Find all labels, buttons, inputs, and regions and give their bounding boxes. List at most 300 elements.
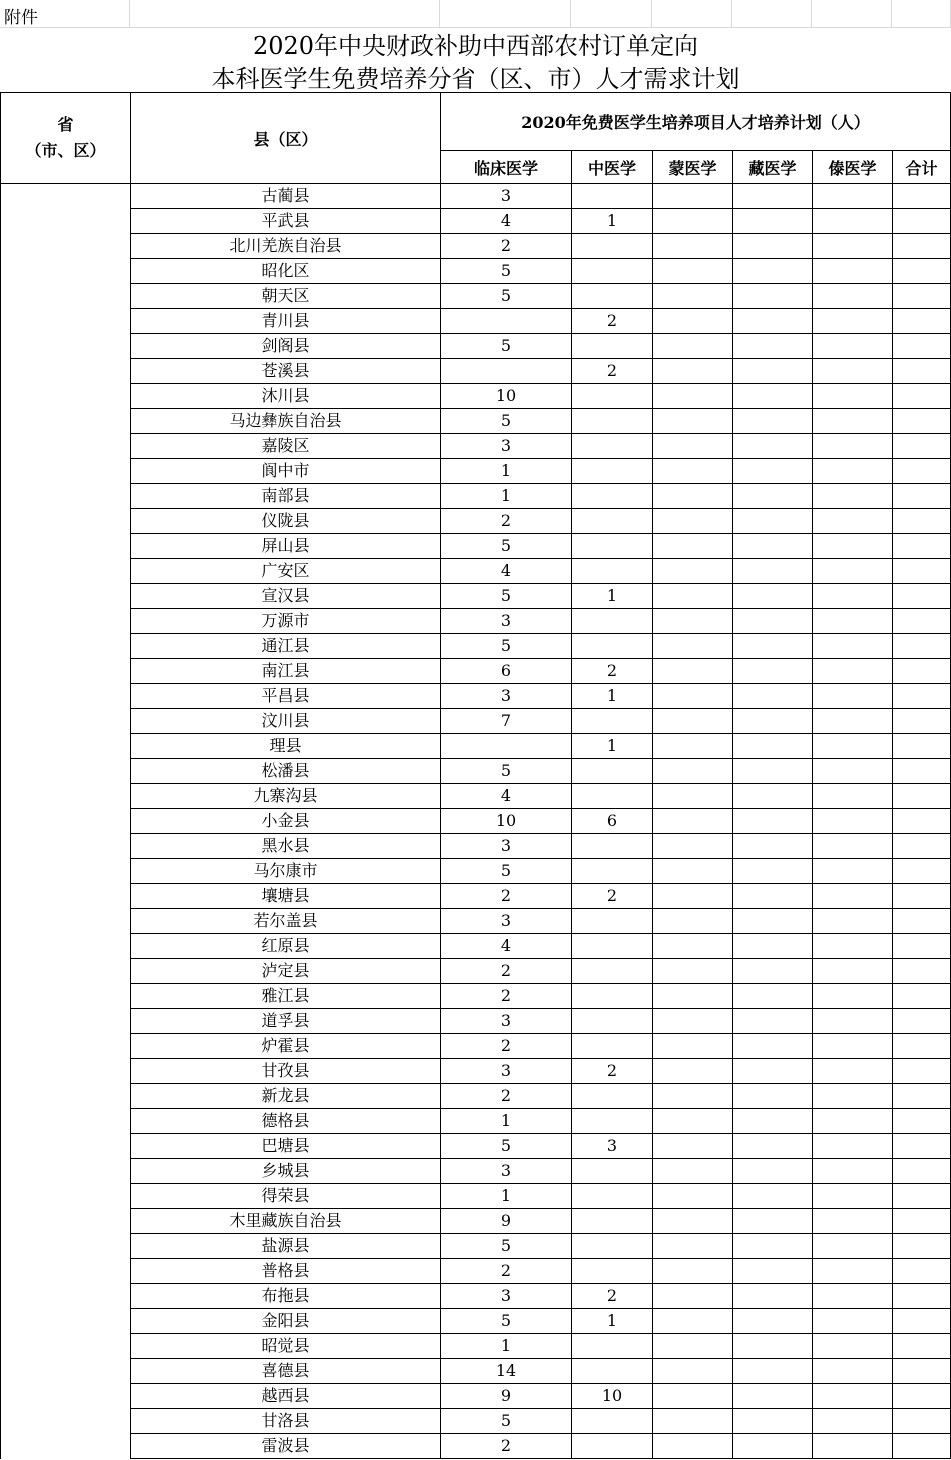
clinical-cell: 2 [441, 509, 572, 534]
tcm-cell [572, 784, 653, 809]
table-row [1, 584, 951, 609]
table-row [1, 1134, 951, 1159]
dai-medicine-cell [813, 1059, 893, 1084]
province-header [1, 93, 131, 184]
dai-medicine-cell [813, 184, 893, 209]
tcm-cell [572, 934, 653, 959]
table-row [1, 1409, 951, 1434]
mongol-medicine-cell [653, 1109, 733, 1134]
dai-medicine-cell [813, 1384, 893, 1409]
dai-medicine-cell [813, 1084, 893, 1109]
clinical-cell: 5 [441, 534, 572, 559]
dai-medicine-cell [813, 1284, 893, 1309]
total-cell [893, 1259, 951, 1284]
mongol-medicine-cell [653, 359, 733, 384]
clinical-cell: 1 [441, 1334, 572, 1359]
tcm-cell: 2 [572, 1059, 653, 1084]
county-cell: 嘉陵区 [131, 434, 441, 459]
county-cell: 甘洛县 [131, 1409, 441, 1434]
dai-medicine-cell [813, 609, 893, 634]
table-row [1, 1159, 951, 1184]
total-cell [893, 1159, 951, 1184]
tibetan-medicine-cell [733, 434, 813, 459]
tibetan-medicine-cell [733, 1234, 813, 1259]
mongol-medicine-cell [653, 659, 733, 684]
total-cell [893, 1084, 951, 1109]
tibetan-medicine-cell [733, 584, 813, 609]
county-cell: 普格县 [131, 1259, 441, 1284]
county-cell: 雅江县 [131, 984, 441, 1009]
tcm-cell [572, 1234, 653, 1259]
tcm-cell [572, 1259, 653, 1284]
county-cell: 阆中市 [131, 459, 441, 484]
county-cell: 理县 [131, 734, 441, 759]
mongol-medicine-cell [653, 234, 733, 259]
county-cell: 宣汉县 [131, 584, 441, 609]
tibetan-medicine-cell [733, 1284, 813, 1309]
dai-medicine-cell [813, 934, 893, 959]
county-cell: 万源市 [131, 609, 441, 634]
tibetan-medicine-cell [733, 559, 813, 584]
tcm-cell [572, 959, 653, 984]
total-cell [893, 809, 951, 834]
table-row [1, 484, 951, 509]
clinical-cell: 2 [441, 1434, 572, 1459]
tcm-cell: 2 [572, 359, 653, 384]
total-cell [893, 1384, 951, 1409]
county-cell: 炉霍县 [131, 1034, 441, 1059]
county-cell: 朝天区 [131, 284, 441, 309]
clinical-cell: 3 [441, 684, 572, 709]
county-cell: 黑水县 [131, 834, 441, 859]
table-row [1, 334, 951, 359]
county-cell: 马边彝族自治县 [131, 409, 441, 434]
mongol-medicine-cell [653, 1259, 733, 1284]
clinical-cell: 3 [441, 184, 572, 209]
table-row [1, 1334, 951, 1359]
clinical-cell: 2 [441, 884, 572, 909]
table-row [1, 1359, 951, 1384]
clinical-cell: 2 [441, 984, 572, 1009]
dai-medicine-cell [813, 1309, 893, 1334]
total-cell [893, 709, 951, 734]
tibetan-medicine-cell [733, 1034, 813, 1059]
table-row [1, 259, 951, 284]
tcm-cell [572, 234, 653, 259]
tcm-cell [572, 909, 653, 934]
province-header-line2: （市、区） [25, 141, 106, 160]
dai-medicine-cell [813, 959, 893, 984]
county-cell: 平昌县 [131, 684, 441, 709]
dai-medicine-cell [813, 209, 893, 234]
tibetan-medicine-cell [733, 909, 813, 934]
tibetan-medicine-cell [733, 309, 813, 334]
clinical-cell: 4 [441, 934, 572, 959]
document-title-line2: 本科医学生免费培养分省（区、市）人才需求计划 [211, 65, 740, 93]
total-cell [893, 1284, 951, 1309]
total-cell [893, 1434, 951, 1459]
tcm-cell [572, 384, 653, 409]
mongol-medicine-cell [653, 1284, 733, 1309]
dai-medicine-cell [813, 759, 893, 784]
county-cell: 布拖县 [131, 1284, 441, 1309]
clinical-cell: 3 [441, 1009, 572, 1034]
tibetan-medicine-cell [733, 1159, 813, 1184]
tibetan-medicine-cell [733, 659, 813, 684]
county-cell: 平武县 [131, 209, 441, 234]
clinical-cell: 4 [441, 784, 572, 809]
mongol-medicine-cell [653, 334, 733, 359]
tcm-cell [572, 1209, 653, 1234]
total-cell [893, 509, 951, 534]
total-cell [893, 1109, 951, 1134]
county-cell: 雷波县 [131, 1434, 441, 1459]
clinical-cell: 5 [441, 409, 572, 434]
mongol-medicine-cell [653, 909, 733, 934]
mongol-medicine-cell [653, 1409, 733, 1434]
total-cell [893, 1409, 951, 1434]
county-cell: 木里藏族自治县 [131, 1209, 441, 1234]
document-title-line1: 2020年中央财政补助中西部农村订单定向 [252, 32, 699, 60]
total-cell [893, 634, 951, 659]
clinical-cell: 1 [441, 484, 572, 509]
clinical-cell: 3 [441, 434, 572, 459]
mongol-medicine-cell [653, 934, 733, 959]
table-row [1, 184, 951, 209]
dai-medicine-cell [813, 884, 893, 909]
total-cell [893, 1134, 951, 1159]
total-cell [893, 659, 951, 684]
total-cell [893, 1034, 951, 1059]
dai-medicine-cell [813, 1009, 893, 1034]
tibetan-medicine-cell [733, 709, 813, 734]
clinical-cell: 5 [441, 759, 572, 784]
mongol-medicine-cell [653, 1084, 733, 1109]
tcm-cell: 2 [572, 659, 653, 684]
table-row [1, 834, 951, 859]
tcm-cell: 6 [572, 809, 653, 834]
dai-medicine-cell [813, 1134, 893, 1159]
tcm-cell: 1 [572, 584, 653, 609]
clinical-cell: 5 [441, 1234, 572, 1259]
clinical-cell: 2 [441, 234, 572, 259]
tibetan-medicine-cell [733, 1309, 813, 1334]
table-row [1, 359, 951, 384]
table-row [1, 734, 951, 759]
mongol-medicine-cell [653, 884, 733, 909]
tibetan-medicine-cell [733, 784, 813, 809]
tcm-cell [572, 1159, 653, 1184]
total-cell [893, 584, 951, 609]
tcm-cell [572, 184, 653, 209]
mongol-medicine-cell [653, 1009, 733, 1034]
mongol-medicine-cell [653, 1059, 733, 1084]
total-cell [893, 209, 951, 234]
table-row [1, 609, 951, 634]
mongol-medicine-cell [653, 284, 733, 309]
tcm-cell [572, 559, 653, 584]
dai-medicine-cell [813, 1109, 893, 1134]
mongol-medicine-cell [653, 584, 733, 609]
table-row [1, 1109, 951, 1134]
total-cell [893, 984, 951, 1009]
table-row [1, 384, 951, 409]
tibetan-medicine-cell [733, 334, 813, 359]
table-row [1, 959, 951, 984]
clinical-cell: 2 [441, 1034, 572, 1059]
clinical-cell: 1 [441, 1109, 572, 1134]
mongol-medicine-cell [653, 1159, 733, 1184]
tibetan-medicine-cell [733, 1434, 813, 1459]
mongol-medicine-cell [653, 834, 733, 859]
total-cell [893, 1009, 951, 1034]
clinical-cell: 3 [441, 609, 572, 634]
total-cell [893, 384, 951, 409]
clinical-cell: 5 [441, 1409, 572, 1434]
total-cell [893, 459, 951, 484]
clinical-cell: 10 [441, 384, 572, 409]
tibetan-medicine-cell [733, 834, 813, 859]
dai-medicine-cell [813, 484, 893, 509]
total-cell [893, 359, 951, 384]
dai-medicine-cell [813, 1409, 893, 1434]
dai-medicine-cell [813, 1334, 893, 1359]
table-row [1, 1434, 951, 1459]
mongol-medicine-cell [653, 734, 733, 759]
county-cell: 红原县 [131, 934, 441, 959]
clinical-cell [441, 359, 572, 384]
clinical-cell: 1 [441, 459, 572, 484]
clinical-cell: 4 [441, 209, 572, 234]
tibetan-medicine-cell [733, 1134, 813, 1159]
mongol-medicine-cell [653, 434, 733, 459]
talent-plan-table [0, 92, 951, 1459]
tibetan-medicine-cell [733, 759, 813, 784]
table-row [1, 1284, 951, 1309]
dai-medicine-cell [813, 1359, 893, 1384]
clinical-cell: 5 [441, 859, 572, 884]
tibetan-medicine-cell [733, 959, 813, 984]
dai-medicine-cell [813, 1434, 893, 1459]
tibetan-medicine-cell [733, 809, 813, 834]
dai-medicine-cell [813, 309, 893, 334]
tibetan-medicine-cell [733, 934, 813, 959]
mongol-medicine-cell [653, 184, 733, 209]
tibetan-medicine-cell [733, 684, 813, 709]
county-cell: 广安区 [131, 559, 441, 584]
tibetan-medicine-cell [733, 1384, 813, 1409]
tibetan-medicine-cell [733, 984, 813, 1009]
spreadsheet-gridlines [0, 0, 951, 28]
mongol-medicine-cell [653, 609, 733, 634]
dai-medicine-cell [813, 259, 893, 284]
clinical-cell: 5 [441, 259, 572, 284]
total-cell [893, 1209, 951, 1234]
tcm-cell [572, 1109, 653, 1134]
province-cell [1, 184, 131, 1459]
tibetan-medicine-cell [733, 509, 813, 534]
province-header-line1: 省 [57, 115, 74, 134]
dai-medicine-cell [813, 434, 893, 459]
county-cell: 剑阁县 [131, 334, 441, 359]
table-row [1, 409, 951, 434]
tibetan-medicine-cell [733, 184, 813, 209]
tcm-cell [572, 759, 653, 784]
total-cell [893, 284, 951, 309]
tibetan-medicine-cell [733, 259, 813, 284]
dai-medicine-cell [813, 784, 893, 809]
table-row [1, 1309, 951, 1334]
clinical-cell: 3 [441, 909, 572, 934]
tcm-cell [572, 709, 653, 734]
tibetan-medicine-cell [733, 459, 813, 484]
total-cell [893, 859, 951, 884]
county-cell: 金阳县 [131, 1309, 441, 1334]
tcm-cell [572, 1334, 653, 1359]
dai-medicine-cell [813, 1234, 893, 1259]
clinical-cell: 2 [441, 1084, 572, 1109]
tibetan-medicine-cell [733, 384, 813, 409]
mongol-medicine-cell [653, 1134, 733, 1159]
total-cell [893, 559, 951, 584]
table-row [1, 1034, 951, 1059]
county-cell: 乡城县 [131, 1159, 441, 1184]
clinical-cell: 2 [441, 959, 572, 984]
county-cell: 松潘县 [131, 759, 441, 784]
total-cell [893, 1184, 951, 1209]
tibetan-medicine-cell [733, 1009, 813, 1034]
total-cell [893, 609, 951, 634]
table-row [1, 859, 951, 884]
dai-medicine-cell [813, 534, 893, 559]
mongol-medicine-cell [653, 559, 733, 584]
clinical-cell: 5 [441, 584, 572, 609]
dai-medicine-cell [813, 684, 893, 709]
clinical-cell: 4 [441, 559, 572, 584]
clinical-cell: 9 [441, 1209, 572, 1234]
total-cell [893, 184, 951, 209]
tcm-cell: 1 [572, 734, 653, 759]
tcm-cell [572, 1434, 653, 1459]
county-cell: 沐川县 [131, 384, 441, 409]
table-row [1, 1259, 951, 1284]
tibetan-medicine-cell [733, 359, 813, 384]
mongol-medicine-header: 蒙医学 [653, 151, 733, 184]
table-row [1, 1059, 951, 1084]
total-cell [893, 259, 951, 284]
dai-medicine-cell [813, 234, 893, 259]
mongol-medicine-cell [653, 209, 733, 234]
county-header: 县（区） [131, 93, 441, 184]
total-cell [893, 309, 951, 334]
dai-medicine-cell [813, 1159, 893, 1184]
tcm-cell: 3 [572, 1134, 653, 1159]
total-header: 合计 [893, 151, 951, 184]
dai-medicine-cell [813, 809, 893, 834]
mongol-medicine-cell [653, 309, 733, 334]
tcm-cell [572, 484, 653, 509]
county-cell: 马尔康市 [131, 859, 441, 884]
table-row [1, 434, 951, 459]
table-row [1, 784, 951, 809]
clinical-cell: 3 [441, 1059, 572, 1084]
total-cell [893, 434, 951, 459]
dai-medicine-cell [813, 659, 893, 684]
county-cell: 屏山县 [131, 534, 441, 559]
dai-medicine-cell [813, 634, 893, 659]
mongol-medicine-cell [653, 984, 733, 1009]
mongol-medicine-cell [653, 1234, 733, 1259]
tcm-cell [572, 259, 653, 284]
table-row [1, 759, 951, 784]
dai-medicine-cell [813, 1209, 893, 1234]
tcm-cell [572, 1034, 653, 1059]
table-row [1, 234, 951, 259]
dai-medicine-cell [813, 734, 893, 759]
table-row [1, 684, 951, 709]
dai-medicine-cell [813, 1259, 893, 1284]
table-body [1, 184, 951, 1459]
tcm-cell: 1 [572, 684, 653, 709]
mongol-medicine-cell [653, 534, 733, 559]
dai-medicine-cell [813, 384, 893, 409]
dai-medicine-cell [813, 584, 893, 609]
tibetan-medicine-cell [733, 284, 813, 309]
county-cell: 德格县 [131, 1109, 441, 1134]
dai-medicine-cell [813, 359, 893, 384]
county-cell: 小金县 [131, 809, 441, 834]
tibetan-medicine-cell [733, 1084, 813, 1109]
dai-medicine-cell [813, 709, 893, 734]
mongol-medicine-cell [653, 459, 733, 484]
mongol-medicine-cell [653, 709, 733, 734]
table-row [1, 934, 951, 959]
tibetan-medicine-cell [733, 734, 813, 759]
clinical-cell: 5 [441, 1309, 572, 1334]
dai-medicine-cell [813, 984, 893, 1009]
county-cell: 古蔺县 [131, 184, 441, 209]
table-row [1, 1009, 951, 1034]
clinical-cell: 5 [441, 284, 572, 309]
table-row [1, 309, 951, 334]
county-cell: 新龙县 [131, 1084, 441, 1109]
total-cell [893, 934, 951, 959]
tibetan-medicine-cell [733, 634, 813, 659]
county-cell: 九寨沟县 [131, 784, 441, 809]
county-cell: 南部县 [131, 484, 441, 509]
county-cell: 北川羌族自治县 [131, 234, 441, 259]
clinical-cell: 1 [441, 1184, 572, 1209]
total-cell [893, 1359, 951, 1384]
total-cell [893, 884, 951, 909]
tcm-cell [572, 334, 653, 359]
table-row [1, 209, 951, 234]
tibetan-medicine-cell [733, 1334, 813, 1359]
total-cell [893, 834, 951, 859]
county-cell: 汶川县 [131, 709, 441, 734]
tibetan-medicine-cell [733, 534, 813, 559]
county-cell: 仪陇县 [131, 509, 441, 534]
tcm-cell: 2 [572, 1284, 653, 1309]
total-cell [893, 409, 951, 434]
clinical-cell: 2 [441, 1259, 572, 1284]
table-row [1, 884, 951, 909]
clinical-cell: 7 [441, 709, 572, 734]
table-row [1, 284, 951, 309]
clinical-cell: 14 [441, 1359, 572, 1384]
dai-medicine-cell [813, 459, 893, 484]
table-row [1, 1209, 951, 1234]
